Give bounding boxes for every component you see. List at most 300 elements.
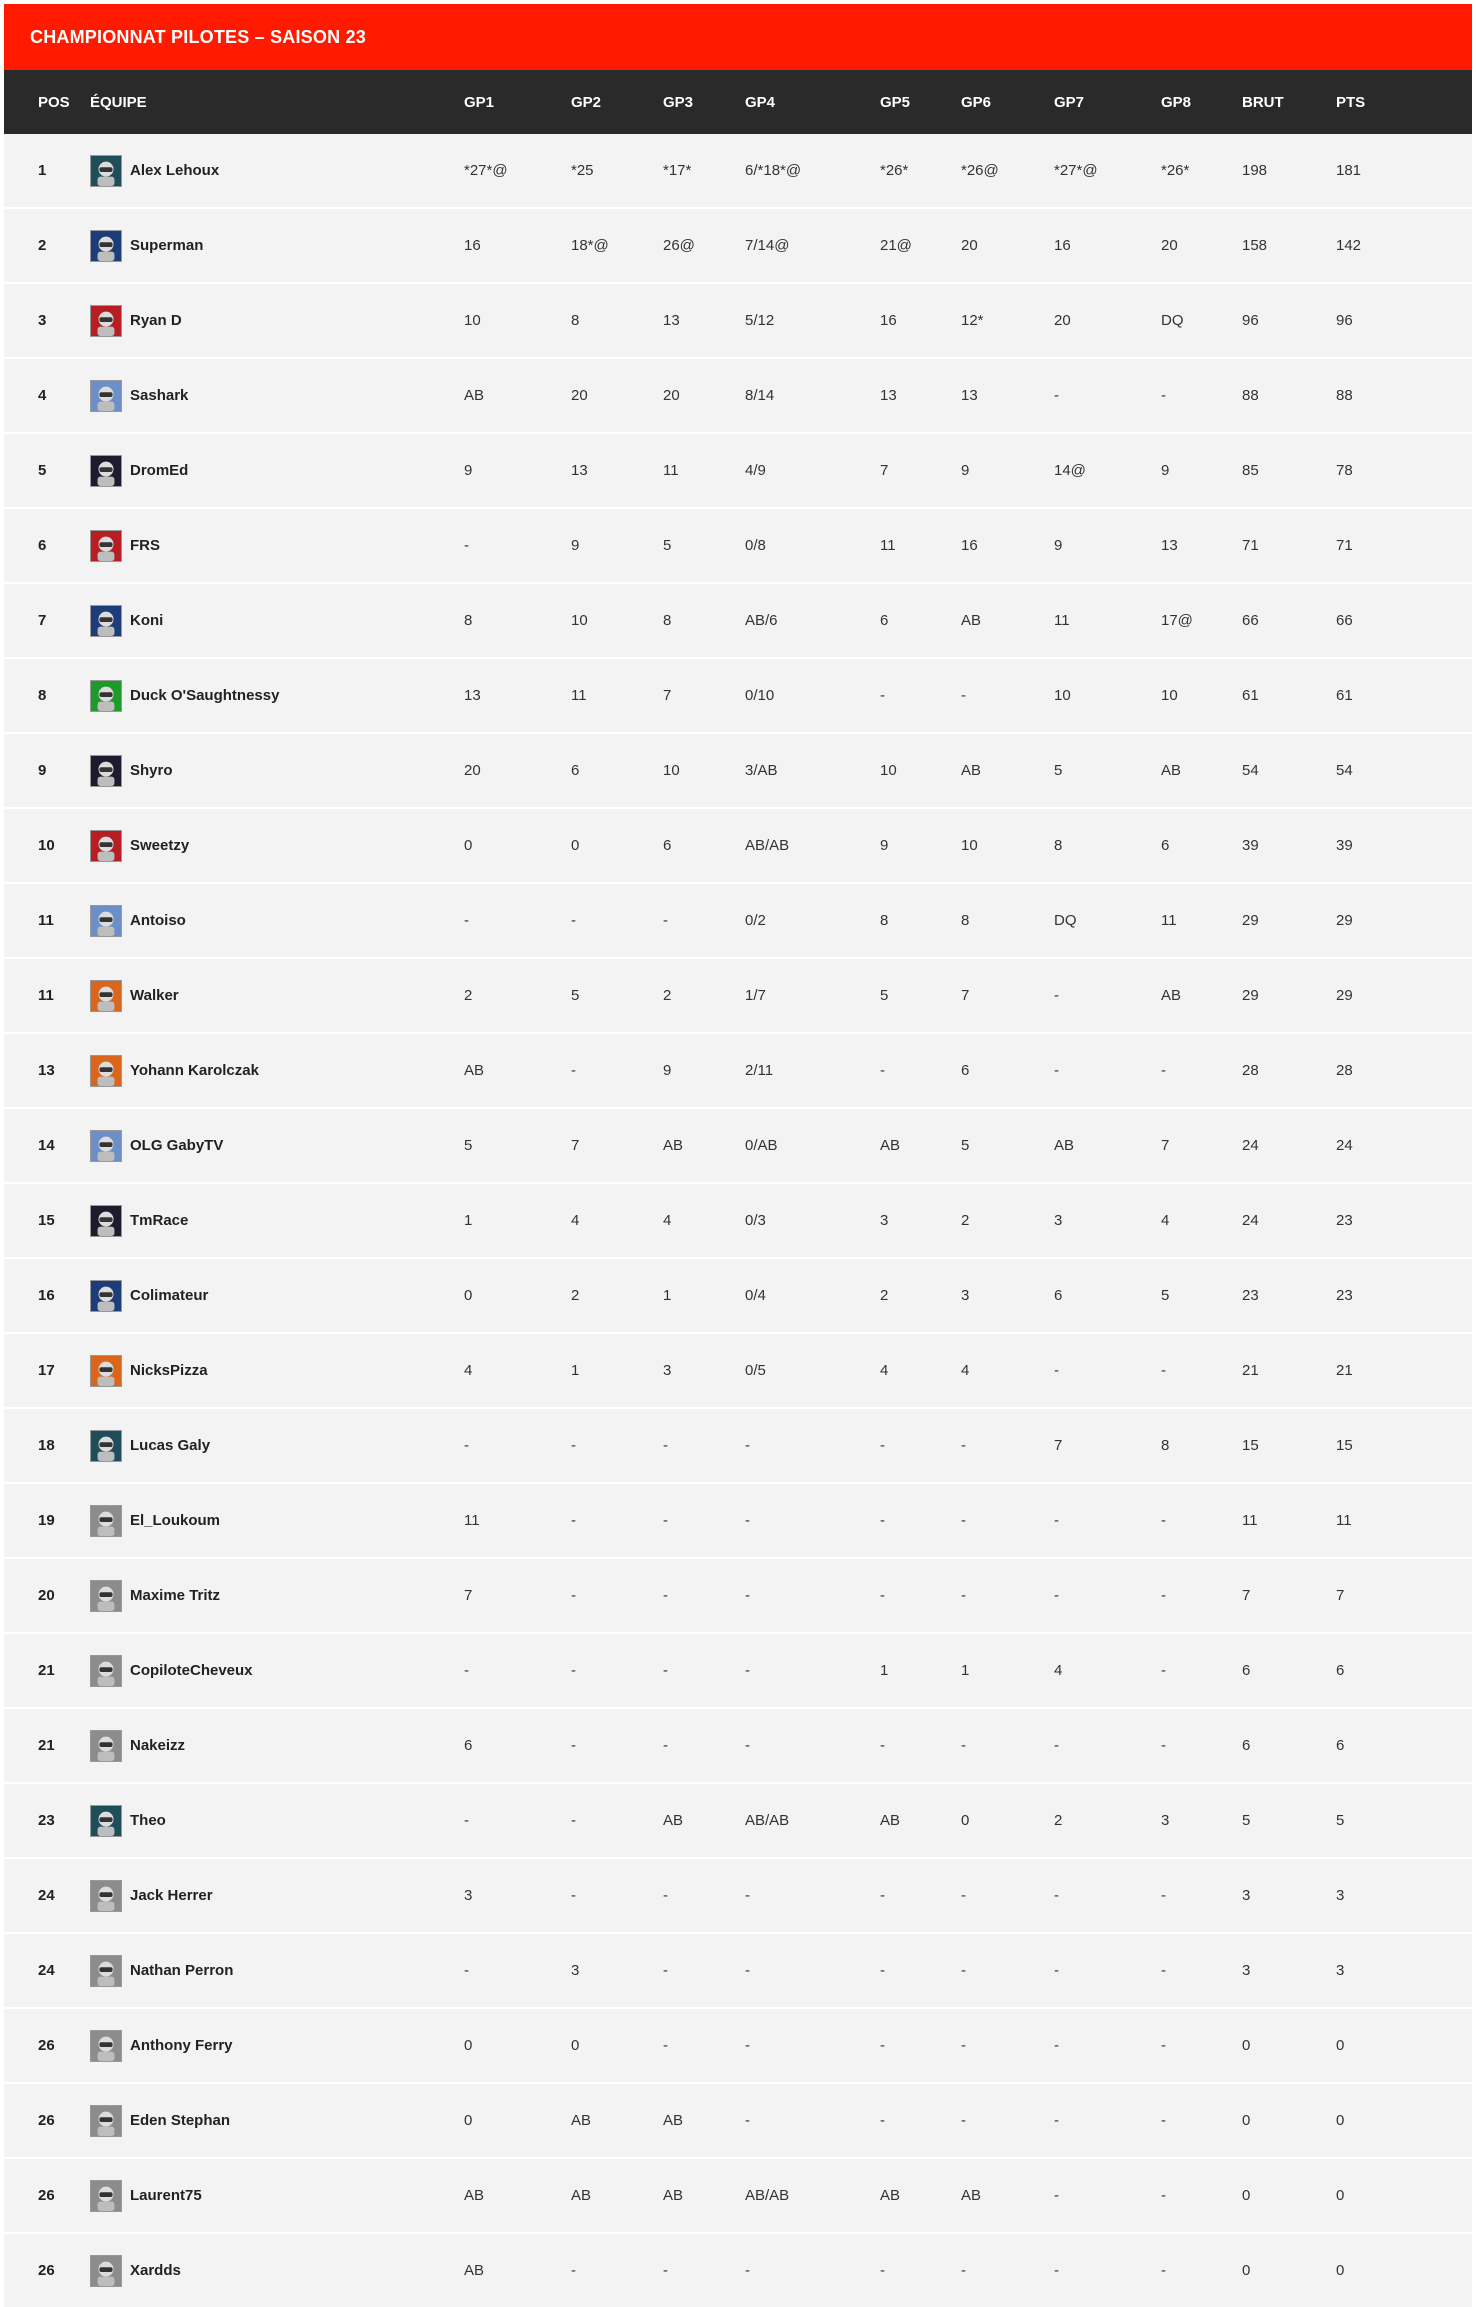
cell-gp3: 6 xyxy=(663,837,672,854)
cell-pos: 21 xyxy=(38,1737,55,1754)
cell-pts: 39 xyxy=(1336,837,1353,854)
cell-brut: 61 xyxy=(1242,687,1259,704)
cell-pts: 78 xyxy=(1336,462,1353,479)
cell-gp5: - xyxy=(880,2112,885,2129)
cell-gp3: 13 xyxy=(663,312,680,329)
driver-name: Alex Lehoux xyxy=(130,162,220,179)
cell-pos: 17 xyxy=(38,1362,55,1379)
table-row xyxy=(4,1934,1472,2007)
header-team: ÉQUIPE xyxy=(90,93,147,111)
driver-avatar-icon xyxy=(90,1580,122,1612)
cell-gp5: - xyxy=(880,1062,885,1079)
cell-gp1: 11 xyxy=(464,1512,480,1529)
cell-gp6: - xyxy=(961,2037,966,2054)
cell-gp1: 1 xyxy=(464,1212,473,1229)
cell-gp8: AB xyxy=(1161,987,1182,1004)
cell-gp3: - xyxy=(663,1962,668,1979)
cell-gp2: - xyxy=(571,1512,576,1529)
cell-gp6: - xyxy=(961,2112,966,2129)
cell-gp8: - xyxy=(1161,2262,1166,2279)
cell-brut: 198 xyxy=(1242,162,1268,179)
driver-avatar-icon xyxy=(90,1655,122,1687)
cell-gp5: - xyxy=(880,2262,885,2279)
driver-avatar-icon xyxy=(90,1205,122,1237)
cell-gp8: - xyxy=(1161,1962,1166,1979)
cell-gp6: 8 xyxy=(961,912,970,929)
cell-gp7: 4 xyxy=(1054,1662,1063,1679)
cell-brut: 0 xyxy=(1242,2112,1251,2129)
table-row xyxy=(4,284,1472,357)
driver-avatar-icon xyxy=(90,155,122,187)
driver-avatar-icon xyxy=(90,1880,122,1912)
cell-gp3: - xyxy=(663,1437,668,1454)
cell-gp4: AB/6 xyxy=(745,612,778,629)
cell-pts: 5 xyxy=(1336,1812,1345,1829)
cell-gp8: 5 xyxy=(1161,1287,1170,1304)
cell-gp2: - xyxy=(571,1887,576,1904)
driver-avatar-icon xyxy=(90,830,122,862)
cell-gp8: - xyxy=(1161,1887,1166,1904)
driver-avatar-icon xyxy=(90,455,122,487)
driver-avatar-icon xyxy=(90,305,122,337)
cell-gp7: - xyxy=(1054,2112,1059,2129)
cell-gp4: - xyxy=(745,1662,750,1679)
cell-brut: 54 xyxy=(1242,762,1259,779)
cell-gp8: - xyxy=(1161,1587,1166,1604)
table-row xyxy=(4,584,1472,657)
cell-gp6: 12* xyxy=(961,312,984,329)
cell-gp7: *27*@ xyxy=(1054,162,1098,179)
cell-pts: 21 xyxy=(1336,1362,1353,1379)
driver-name: Shyro xyxy=(130,762,173,779)
cell-gp4: 0/10 xyxy=(745,687,775,704)
cell-gp3: 2 xyxy=(663,987,672,1004)
cell-team xyxy=(90,1655,464,1687)
cell-team xyxy=(90,455,464,487)
cell-pts: 66 xyxy=(1336,612,1353,629)
cell-brut: 0 xyxy=(1242,2187,1251,2204)
cell-pts: 3 xyxy=(1336,1962,1345,1979)
cell-gp7: - xyxy=(1054,1887,1059,1904)
cell-gp7: - xyxy=(1054,1062,1059,1079)
cell-brut: 3 xyxy=(1242,1887,1251,1904)
cell-gp1: 0 xyxy=(464,2112,473,2129)
cell-gp5: 21@ xyxy=(880,237,912,254)
cell-gp5: 6 xyxy=(880,612,889,629)
driver-avatar-icon xyxy=(90,2255,122,2287)
table-row xyxy=(4,2159,1472,2232)
cell-gp7: 6 xyxy=(1054,1287,1063,1304)
cell-brut: 96 xyxy=(1242,312,1259,329)
cell-gp2: 0 xyxy=(571,2037,580,2054)
cell-pos: 26 xyxy=(38,2262,55,2279)
cell-gp8: - xyxy=(1161,1062,1166,1079)
cell-brut: 39 xyxy=(1242,837,1259,854)
cell-gp2: - xyxy=(571,1662,576,1679)
cell-gp2: 0 xyxy=(571,837,580,854)
driver-name: Nakeizz xyxy=(130,1737,186,1754)
cell-pts: 6 xyxy=(1336,1662,1345,1679)
cell-pos: 14 xyxy=(38,1137,55,1154)
cell-gp3: AB xyxy=(663,2187,684,2204)
cell-gp5: - xyxy=(880,687,885,704)
cell-gp3: 4 xyxy=(663,1212,672,1229)
cell-gp4: 8/14 xyxy=(745,387,775,404)
cell-team xyxy=(90,1205,464,1237)
driver-avatar-icon xyxy=(90,2180,122,2212)
driver-name: Koni xyxy=(130,612,164,629)
cell-pts: 71 xyxy=(1336,537,1353,554)
cell-team xyxy=(90,1955,464,1987)
cell-gp6: 9 xyxy=(961,462,970,479)
cell-gp3: 7 xyxy=(663,687,672,704)
cell-pos: 10 xyxy=(38,837,55,854)
cell-gp5: 1 xyxy=(880,1662,889,1679)
driver-avatar-icon xyxy=(90,1430,122,1462)
cell-brut: 158 xyxy=(1242,237,1268,254)
cell-gp1: 3 xyxy=(464,1887,473,1904)
driver-avatar-icon xyxy=(90,1955,122,1987)
table-row xyxy=(4,509,1472,582)
cell-pos: 2 xyxy=(38,237,47,254)
cell-gp4: 0/2 xyxy=(745,912,766,929)
cell-gp1: - xyxy=(464,1437,469,1454)
table-row xyxy=(4,1259,1472,1332)
cell-gp8: - xyxy=(1161,1737,1166,1754)
cell-gp4: AB/AB xyxy=(745,1812,790,1829)
driver-name: Nathan Perron xyxy=(130,1962,234,1979)
driver-name: Superman xyxy=(130,237,204,254)
cell-pts: 29 xyxy=(1336,912,1353,929)
cell-gp2: - xyxy=(571,1812,576,1829)
cell-gp7: - xyxy=(1054,1962,1059,1979)
table-row xyxy=(4,2009,1472,2082)
cell-gp2: - xyxy=(571,1737,576,1754)
cell-gp1: 0 xyxy=(464,837,473,854)
cell-gp6: 3 xyxy=(961,1287,970,1304)
cell-gp7: - xyxy=(1054,1512,1059,1529)
cell-gp5: - xyxy=(880,2037,885,2054)
cell-gp8: 8 xyxy=(1161,1437,1170,1454)
cell-gp2: 9 xyxy=(571,537,580,554)
cell-gp2: 18*@ xyxy=(571,237,609,254)
cell-gp8: 13 xyxy=(1161,537,1178,554)
cell-gp8: - xyxy=(1161,2187,1166,2204)
header-pts: PTS xyxy=(1336,93,1366,111)
cell-gp1: - xyxy=(464,1812,469,1829)
table-row xyxy=(4,359,1472,432)
driver-avatar-icon xyxy=(90,530,122,562)
cell-gp1: - xyxy=(464,1962,469,1979)
cell-pos: 5 xyxy=(38,462,47,479)
cell-gp3: *17* xyxy=(663,162,692,179)
header-gp4: GP4 xyxy=(745,93,776,111)
cell-gp1: AB xyxy=(464,2262,485,2279)
cell-team xyxy=(90,305,464,337)
cell-gp8: 11 xyxy=(1161,912,1177,929)
cell-gp2: 10 xyxy=(571,612,588,629)
cell-gp2: 2 xyxy=(571,1287,580,1304)
cell-gp7: AB xyxy=(1054,1137,1075,1154)
cell-pos: 19 xyxy=(38,1512,55,1529)
cell-team xyxy=(90,1280,464,1312)
cell-gp2: - xyxy=(571,1437,576,1454)
cell-pos: 13 xyxy=(38,1062,55,1079)
cell-team xyxy=(90,680,464,712)
header-gp7: GP7 xyxy=(1054,93,1085,111)
cell-team xyxy=(90,1730,464,1762)
table-row xyxy=(4,2084,1472,2157)
table-row xyxy=(4,1634,1472,1707)
cell-gp4: - xyxy=(745,2037,750,2054)
cell-brut: 15 xyxy=(1242,1437,1259,1454)
cell-brut: 24 xyxy=(1242,1212,1259,1229)
cell-gp1: 0 xyxy=(464,1287,473,1304)
cell-pts: 0 xyxy=(1336,2187,1345,2204)
cell-team xyxy=(90,1580,464,1612)
cell-gp5: - xyxy=(880,1887,885,1904)
cell-gp7: 10 xyxy=(1054,687,1071,704)
cell-gp2: - xyxy=(571,912,576,929)
cell-pos: 11 xyxy=(38,987,54,1004)
cell-gp6: 7 xyxy=(961,987,970,1004)
driver-name: Yohann Karolczak xyxy=(130,1062,259,1079)
cell-gp1: 6 xyxy=(464,1737,473,1754)
driver-avatar-icon xyxy=(90,605,122,637)
cell-brut: 3 xyxy=(1242,1962,1251,1979)
driver-name: Jack Herrer xyxy=(130,1887,213,1904)
cell-team xyxy=(90,1055,464,1087)
cell-team xyxy=(90,1805,464,1837)
cell-gp7: - xyxy=(1054,1362,1059,1379)
cell-gp3: - xyxy=(663,1587,668,1604)
cell-gp6: 13 xyxy=(961,387,978,404)
cell-gp2: AB xyxy=(571,2187,592,2204)
cell-gp3: - xyxy=(663,1512,668,1529)
cell-gp5: - xyxy=(880,1437,885,1454)
cell-gp5: - xyxy=(880,1962,885,1979)
cell-gp7: 9 xyxy=(1054,537,1063,554)
header-gp5: GP5 xyxy=(880,93,911,111)
driver-name: DromEd xyxy=(130,462,189,479)
driver-name: NicksPizza xyxy=(130,1362,208,1379)
cell-team xyxy=(90,1880,464,1912)
cell-gp8: 10 xyxy=(1161,687,1178,704)
cell-gp1: AB xyxy=(464,2187,485,2204)
cell-gp7: 14@ xyxy=(1054,462,1086,479)
cell-gp4: - xyxy=(745,1437,750,1454)
cell-gp1: 7 xyxy=(464,1587,473,1604)
cell-pos: 18 xyxy=(38,1437,55,1454)
driver-avatar-icon xyxy=(90,905,122,937)
header-gp6: GP6 xyxy=(961,93,992,111)
cell-pts: 7 xyxy=(1336,1587,1345,1604)
cell-gp3: 10 xyxy=(663,762,680,779)
cell-gp6: - xyxy=(961,1512,966,1529)
cell-gp2: 8 xyxy=(571,312,580,329)
table-row xyxy=(4,1334,1472,1407)
driver-name: FRS xyxy=(130,537,160,554)
cell-gp4: 0/8 xyxy=(745,537,766,554)
table-row xyxy=(4,434,1472,507)
cell-gp5: AB xyxy=(880,1812,901,1829)
cell-team xyxy=(90,155,464,187)
cell-gp4: - xyxy=(745,2112,750,2129)
cell-gp8: AB xyxy=(1161,762,1182,779)
cell-pos: 8 xyxy=(38,687,47,704)
cell-pts: 15 xyxy=(1336,1437,1353,1454)
driver-avatar-icon xyxy=(90,1730,122,1762)
cell-gp2: 20 xyxy=(571,387,588,404)
cell-team xyxy=(90,1355,464,1387)
cell-pts: 29 xyxy=(1336,987,1353,1004)
cell-gp8: DQ xyxy=(1161,312,1184,329)
cell-gp4: 1/7 xyxy=(745,987,766,1004)
cell-pts: 142 xyxy=(1336,237,1362,254)
driver-name: Duck O'Saughtnessy xyxy=(130,687,280,704)
header-pos: POS xyxy=(38,93,70,111)
cell-gp6: 4 xyxy=(961,1362,970,1379)
table-header xyxy=(4,70,1472,134)
cell-gp6: - xyxy=(961,1587,966,1604)
cell-gp1: 9 xyxy=(464,462,473,479)
cell-brut: 23 xyxy=(1242,1287,1259,1304)
driver-name: Anthony Ferry xyxy=(130,2037,233,2054)
driver-name: Maxime Tritz xyxy=(130,1587,221,1604)
cell-gp3: 8 xyxy=(663,612,672,629)
cell-gp3: 5 xyxy=(663,537,672,554)
driver-name: Theo xyxy=(130,1812,166,1829)
cell-gp2: - xyxy=(571,2262,576,2279)
cell-pos: 3 xyxy=(38,312,47,329)
cell-brut: 24 xyxy=(1242,1137,1259,1154)
cell-gp8: 7 xyxy=(1161,1137,1170,1154)
header-gp8: GP8 xyxy=(1161,93,1192,111)
cell-gp8: 20 xyxy=(1161,237,1178,254)
cell-pos: 26 xyxy=(38,2112,55,2129)
cell-gp3: - xyxy=(663,2037,668,2054)
table-row xyxy=(4,1034,1472,1107)
cell-brut: 29 xyxy=(1242,987,1259,1004)
cell-gp7: 11 xyxy=(1054,612,1070,629)
table-title: CHAMPIONNAT PILOTES – SAISON 23 xyxy=(4,4,1472,70)
table-row xyxy=(4,1484,1472,1557)
cell-gp3: 11 xyxy=(663,462,679,479)
cell-team xyxy=(90,2030,464,2062)
cell-gp3: AB xyxy=(663,1812,684,1829)
cell-gp2: 13 xyxy=(571,462,588,479)
cell-pts: 0 xyxy=(1336,2037,1345,2054)
cell-gp1: 20 xyxy=(464,762,481,779)
driver-avatar-icon xyxy=(90,1805,122,1837)
cell-gp6: - xyxy=(961,1962,966,1979)
cell-gp3: 20 xyxy=(663,387,680,404)
cell-gp5: 11 xyxy=(880,537,896,554)
driver-name: Laurent75 xyxy=(130,2187,202,2204)
cell-brut: 5 xyxy=(1242,1812,1251,1829)
cell-gp4: 3/AB xyxy=(745,762,778,779)
header-gp1: GP1 xyxy=(464,93,495,111)
driver-name: El_Loukoum xyxy=(130,1512,221,1529)
cell-gp4: - xyxy=(745,1512,750,1529)
cell-gp6: 20 xyxy=(961,237,978,254)
cell-gp7: - xyxy=(1054,2037,1059,2054)
cell-team xyxy=(90,1130,464,1162)
cell-gp8: 4 xyxy=(1161,1212,1170,1229)
cell-pos: 9 xyxy=(38,762,47,779)
table-row xyxy=(4,809,1472,882)
cell-team xyxy=(90,605,464,637)
driver-name: CopiloteCheveux xyxy=(130,1662,253,1679)
cell-gp3: - xyxy=(663,1887,668,1904)
driver-name: Walker xyxy=(130,987,179,1004)
cell-gp7: 2 xyxy=(1054,1812,1063,1829)
cell-gp8: - xyxy=(1161,2037,1166,2054)
cell-pos: 21 xyxy=(38,1662,55,1679)
cell-gp2: 7 xyxy=(571,1137,580,1154)
cell-gp5: 4 xyxy=(880,1362,889,1379)
cell-team xyxy=(90,1430,464,1462)
cell-gp6: - xyxy=(961,1737,966,1754)
cell-pos: 26 xyxy=(38,2037,55,2054)
cell-gp7: 16 xyxy=(1054,237,1071,254)
cell-gp7: 20 xyxy=(1054,312,1071,329)
cell-pts: 54 xyxy=(1336,762,1353,779)
cell-gp4: - xyxy=(745,2262,750,2279)
header-brut: BRUT xyxy=(1242,93,1284,111)
table-row xyxy=(4,134,1472,207)
cell-gp5: - xyxy=(880,1512,885,1529)
cell-pts: 11 xyxy=(1336,1512,1352,1529)
cell-pos: 20 xyxy=(38,1587,55,1604)
cell-gp7: 7 xyxy=(1054,1437,1063,1454)
cell-gp2: 5 xyxy=(571,987,580,1004)
driver-avatar-icon xyxy=(90,1355,122,1387)
cell-gp4: 4/9 xyxy=(745,462,766,479)
cell-gp4: 0/AB xyxy=(745,1137,778,1154)
cell-gp6: - xyxy=(961,1437,966,1454)
cell-gp4: 6/*18*@ xyxy=(745,162,802,179)
cell-gp1: *27*@ xyxy=(464,162,508,179)
cell-brut: 6 xyxy=(1242,1737,1251,1754)
cell-gp2: *25 xyxy=(571,162,594,179)
cell-gp3: AB xyxy=(663,1137,684,1154)
cell-gp3: - xyxy=(663,2262,668,2279)
cell-gp3: - xyxy=(663,912,668,929)
cell-gp5: - xyxy=(880,1737,885,1754)
cell-brut: 0 xyxy=(1242,2037,1251,2054)
cell-pts: 0 xyxy=(1336,2112,1345,2129)
cell-pos: 24 xyxy=(38,1962,55,1979)
driver-name: TmRace xyxy=(130,1212,189,1229)
cell-pos: 11 xyxy=(38,912,54,929)
cell-team xyxy=(90,230,464,262)
cell-pos: 15 xyxy=(38,1212,55,1229)
driver-name: Sweetzy xyxy=(130,837,190,854)
cell-gp7: 5 xyxy=(1054,762,1063,779)
cell-gp1: 5 xyxy=(464,1137,473,1154)
driver-avatar-icon xyxy=(90,755,122,787)
cell-brut: 88 xyxy=(1242,387,1259,404)
cell-gp2: - xyxy=(571,1062,576,1079)
driver-avatar-icon xyxy=(90,1505,122,1537)
cell-gp1: - xyxy=(464,1662,469,1679)
cell-gp1: - xyxy=(464,912,469,929)
cell-gp2: - xyxy=(571,1587,576,1604)
cell-gp7: - xyxy=(1054,1737,1059,1754)
cell-gp1: 4 xyxy=(464,1362,473,1379)
driver-avatar-icon xyxy=(90,380,122,412)
